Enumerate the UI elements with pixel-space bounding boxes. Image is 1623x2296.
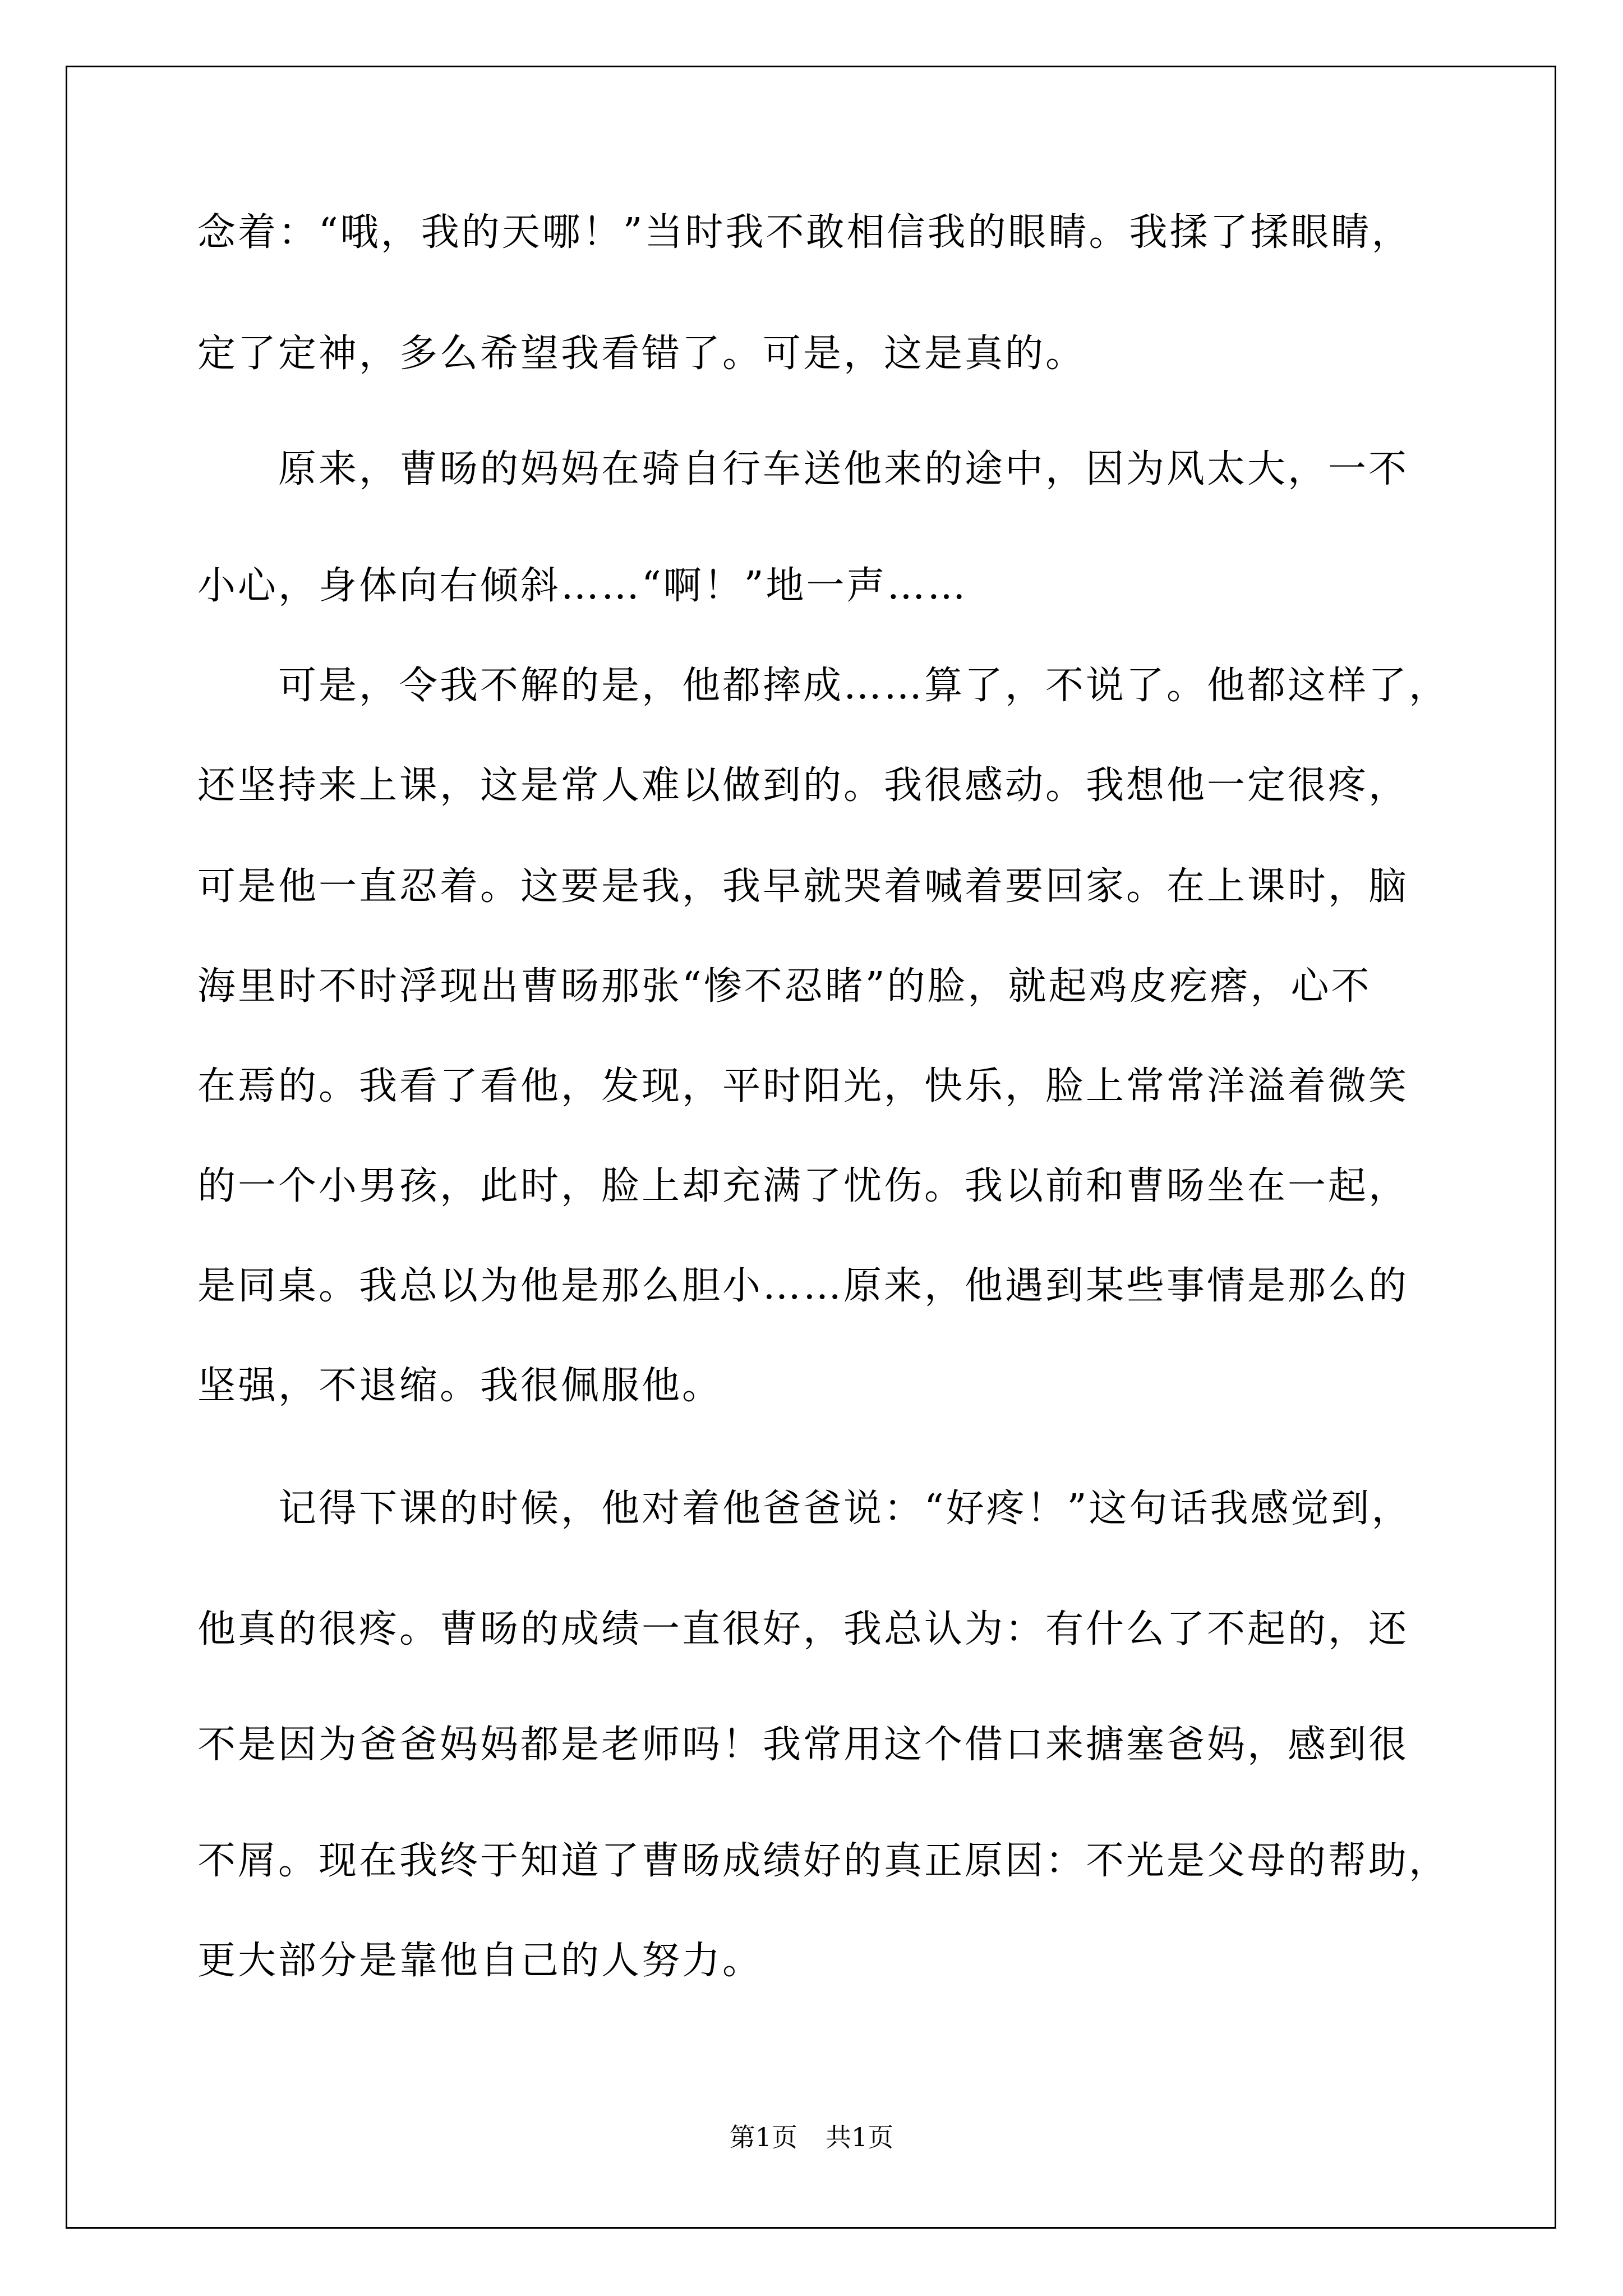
page-footer [0, 2120, 1623, 2154]
text-line: 小心，身体向右倾斜……“啊！”地一声…… [197, 564, 968, 608]
text-line: 不是因为爸爸妈妈都是老师吗！我常用这个借口来搪塞爸妈，感到很 [197, 1723, 1409, 1767]
text-line: 更大部分是靠他自己的人努力。 [197, 1939, 763, 1983]
text-line: 的一个小男孩，此时，脸上却充满了忧伤。我以前和曹旸坐在一起， [197, 1164, 1409, 1208]
text-line: 还坚持来上课，这是常人难以做到的。我很感动。我想他一定很疼， [197, 763, 1409, 808]
text-line: 可是他一直忍着。这要是我，我早就哭着喊着要回家。在上课时，脑 [197, 864, 1409, 909]
text-line: 海里时不时浮现出曹旸那张“惨不忍睹”的脸，就起鸡皮疙瘩，心不 [197, 964, 1372, 1009]
text-line: 在焉的。我看了看他，发现，平时阳光，快乐，脸上常常洋溢着微笑 [197, 1064, 1409, 1108]
text-line: 定了定神，多么希望我看错了。可是，这是真的。 [197, 332, 1086, 376]
text-line: 是同桌。我总以为他是那么胆小……原来，他遇到某些事情是那么的 [197, 1264, 1409, 1308]
paragraph-start-line: 可是，令我不解的是，他都摔成……算了，不说了。他都这样了， [278, 664, 1450, 708]
text-line: 他真的很疼。曹旸的成绩一直很好，我总认为：有什么了不起的，还 [197, 1607, 1409, 1651]
paragraph-start-line: 记得下课的时候，他对着他爸爸说：“好疼！”这句话我感觉到， [278, 1487, 1412, 1531]
text-line: 不屑。现在我终于知道了曹旸成绩好的真正原因：不光是父母的帮助， [197, 1839, 1450, 1883]
page-number-total: 共1页 [826, 2122, 894, 2152]
page-number-current: 第1页 [729, 2122, 797, 2152]
text-line: 念着：“哦，我的天哪！”当时我不敢相信我的眼睛。我揉了揉眼睛， [197, 210, 1412, 255]
paragraph-start-line: 原来，曹旸的妈妈在骑自行车送他来的途中，因为风太大，一不 [278, 447, 1409, 491]
text-line: 坚强，不退缩。我很佩服他。 [197, 1364, 723, 1408]
page-border [66, 66, 1556, 2229]
